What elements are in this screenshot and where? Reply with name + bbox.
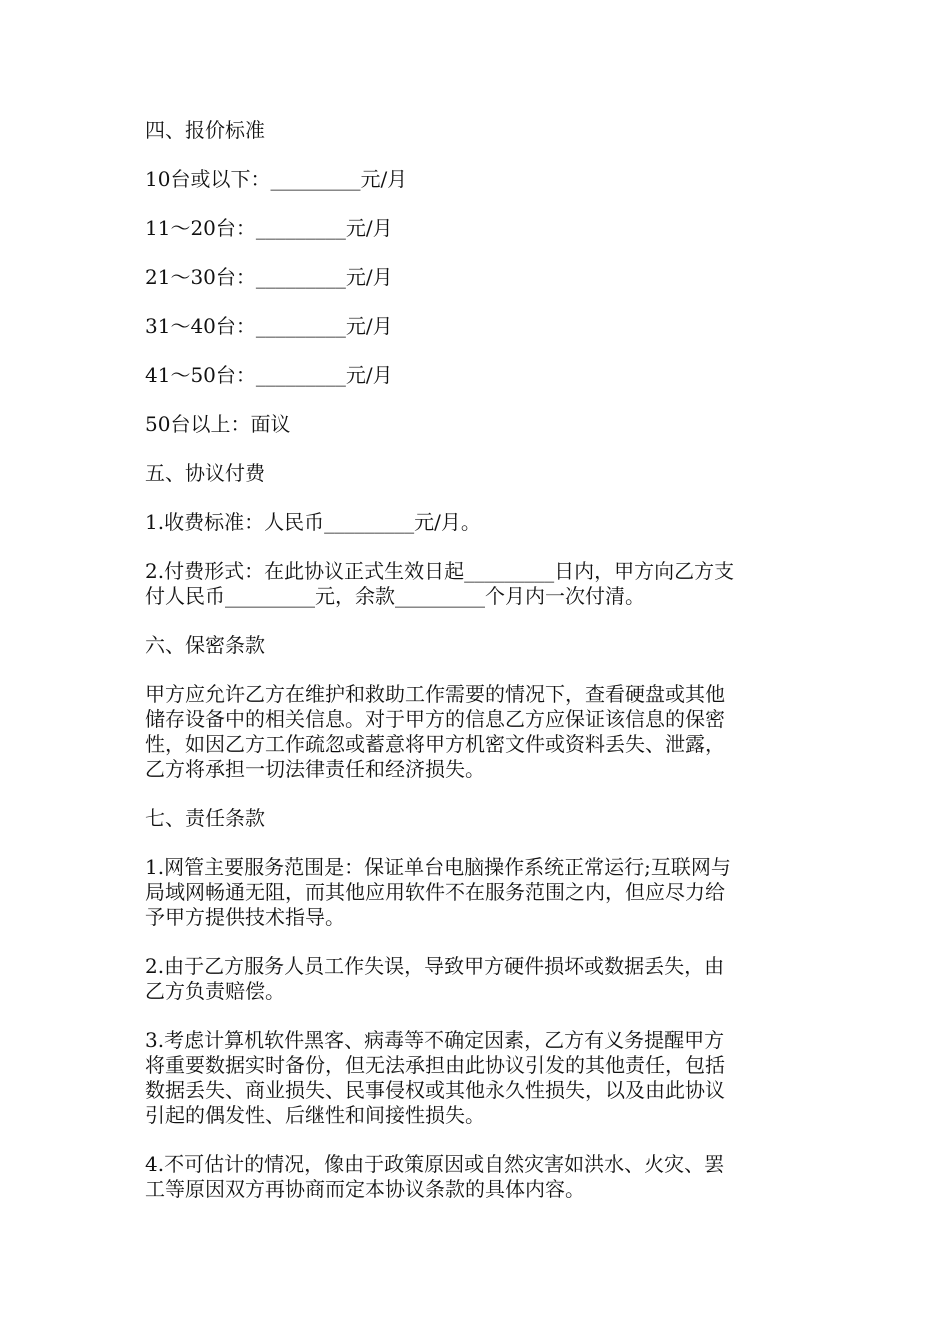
text-line: 付人民币_________元，余款_________个月内一次付清。 bbox=[145, 584, 645, 608]
price-line-31-40: 31～40台：_________元/月 bbox=[145, 314, 393, 338]
price-line-21-30: 21～30台：_________元/月 bbox=[145, 265, 393, 289]
text-line: 储存设备中的相关信息。对于甲方的信息乙方应保证该信息的保密 bbox=[145, 707, 725, 731]
text-line: 性，如因乙方工作疏忽或蓄意将甲方机密文件或资料丢失、泄露， bbox=[145, 732, 725, 756]
price-line-41-50: 41～50台：_________元/月 bbox=[145, 363, 393, 387]
text-line: 工等原因双方再协商而定本协议条款的具体内容。 bbox=[145, 1177, 585, 1201]
text-line: 将重要数据实时备份，但无法承担由此协议引发的其他责任，包括 bbox=[145, 1053, 725, 1077]
price-line-over-50: 50台以上：面议 bbox=[145, 412, 291, 436]
payment-fee-standard: 1.收费标准：人民币_________元/月。 bbox=[145, 510, 481, 534]
text-line: 1.网管主要服务范围是：保证单台电脑操作系统正常运行;互联网与 bbox=[145, 855, 731, 879]
price-line-11-20: 11～20台：_________元/月 bbox=[145, 216, 393, 240]
text-line: 乙方将承担一切法律责任和经济损失。 bbox=[145, 757, 485, 781]
liability-clause-3 bbox=[145, 1028, 810, 1128]
section-heading-payment: 五、协议付费 bbox=[145, 461, 265, 485]
liability-clause-2 bbox=[145, 954, 810, 1004]
text-line: 予甲方提供技术指导。 bbox=[145, 905, 345, 929]
text-line: 局域网畅通无阻，而其他应用软件不在服务范围之内，但应尽力给 bbox=[145, 880, 725, 904]
payment-method-paragraph bbox=[145, 559, 810, 609]
text-line: 3.考虑计算机软件黑客、病毒等不确定因素，乙方有义务提醒甲方 bbox=[145, 1028, 725, 1052]
confidentiality-paragraph bbox=[145, 682, 810, 782]
section-heading-pricing: 四、报价标准 bbox=[145, 118, 265, 142]
liability-clause-1 bbox=[145, 855, 810, 930]
text-line: 2.付费形式：在此协议正式生效日起_________日内，甲方向乙方支 bbox=[145, 559, 735, 583]
price-line-10-or-less: 10台或以下：_________元/月 bbox=[145, 167, 408, 191]
section-heading-confidentiality: 六、保密条款 bbox=[145, 633, 265, 657]
text-line: 乙方负责赔偿。 bbox=[145, 979, 285, 1003]
text-line: 数据丢失、商业损失、民事侵权或其他永久性损失，以及由此协议 bbox=[145, 1078, 725, 1102]
text-line: 4.不可估计的情况，像由于政策原因或自然灾害如洪水、火灾、罢 bbox=[145, 1152, 725, 1176]
document-page bbox=[145, 118, 810, 1226]
section-heading-liability: 七、责任条款 bbox=[145, 806, 265, 830]
text-line: 引起的偶发性、后继性和间接性损失。 bbox=[145, 1103, 485, 1127]
text-line: 甲方应允许乙方在维护和救助工作需要的情况下，查看硬盘或其他 bbox=[145, 682, 725, 706]
text-line: 2.由于乙方服务人员工作失误，导致甲方硬件损坏或数据丢失，由 bbox=[145, 954, 725, 978]
liability-clause-4 bbox=[145, 1152, 810, 1202]
